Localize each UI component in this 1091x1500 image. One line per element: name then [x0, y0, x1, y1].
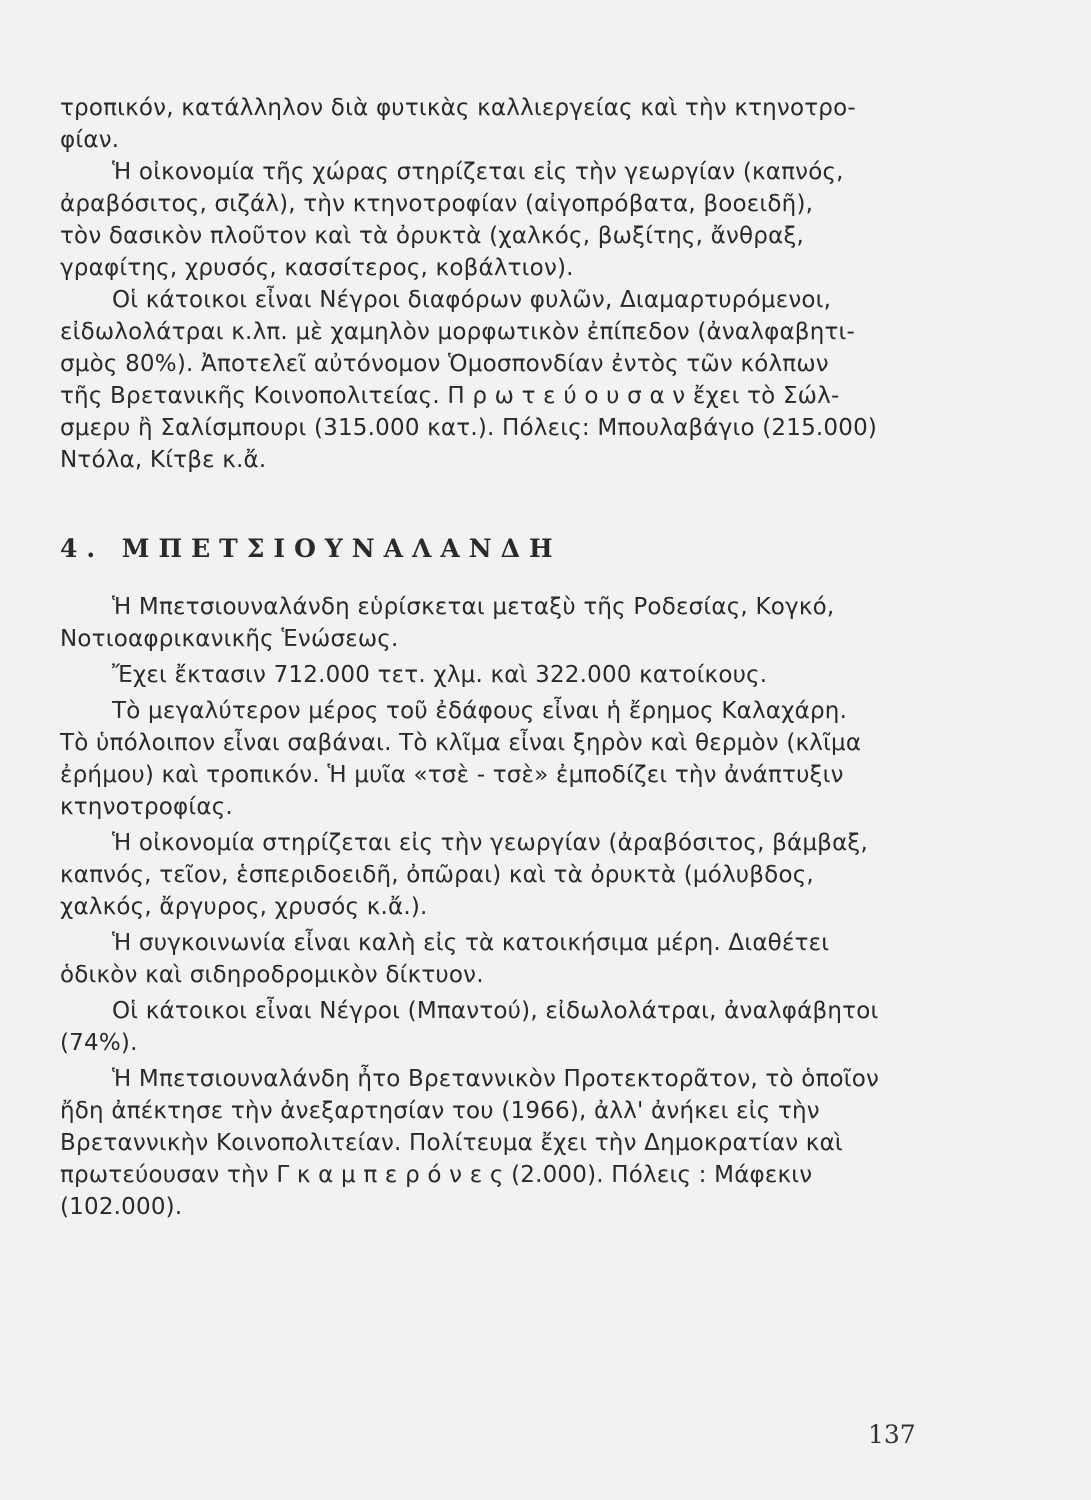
text-line: Ἡ Μπετσιουναλάνδη εὑρίσκεται μεταξὺ τῆς Ροδεσίας, Κογκό, [112, 594, 835, 620]
text-line: Νοτιοαφρικανικῆς Ἑνώσεως. [60, 626, 399, 652]
paragraph [60, 156, 925, 284]
text-line: πρωτεύουσαν τὴν Γ κ α μ π ε ρ ό ν ε ς (2.000). Πόλεις : Μάφεκιν [60, 1162, 813, 1188]
text-line: σμὸς 80%). Ἀποτελεῖ αὐτόνομον Ὁμοσπονδίαν ἐντὸς τῶν κόλπων [60, 351, 829, 377]
paragraph [60, 827, 925, 923]
text-line: Οἱ κάτοικοι εἶναι Νέγροι (Μπαντού), εἰδωλολάτραι, ἀναλφάβητοι [112, 998, 879, 1024]
text-line: χαλκός, ἄργυρος, χρυσός κ.ἄ.). [60, 894, 428, 920]
paragraph [60, 284, 925, 476]
text-line: Βρεταννικὴν Κοινοπολιτείαν. Πολίτευμα ἔχει τὴν Δημοκρατίαν καὶ [60, 1130, 843, 1156]
page-number: 137 [868, 1420, 916, 1449]
text-line: (74%). [60, 1030, 138, 1056]
text-line: ἤδη ἀπέκτησε τὴν ἀνεξαρτησίαν του (1966), ἀλλ' ἀνήκει εἰς τὴν [60, 1098, 820, 1124]
text-line: Τὸ ὑπόλοιπον εἶναι σαβάναι. Τὸ κλῖμα εἶναι ξηρὸν καὶ θερμὸν (κλῖμα [60, 730, 862, 756]
text-line: Ἡ Μπετσιουναλάνδη ἦτο Βρεταννικὸν Προτεκτορᾶτον, τὸ ὁποῖον [112, 1066, 880, 1092]
text-line: ὁδικὸν καὶ σιδηροδρομικὸν δίκτυον. [60, 962, 484, 988]
text-line: εἰδωλολάτραι κ.λπ. μὲ χαμηλὸν μορφωτικὸν ἐπίπεδον (ἀναλφαβητι- [60, 319, 855, 345]
section-heading: 4. ΜΠΕΤΣΙΟΥΝΑΛΑΝΔΗ [60, 534, 562, 563]
text-line: Ἡ οἰκονομία στηρίζεται εἰς τὴν γεωργίαν (ἀραβόσιτος, βάμβαξ, [112, 830, 868, 856]
paragraph [60, 927, 925, 991]
text-line: κτηνοτροφίας. [60, 794, 233, 820]
text-line: γραφίτης, χρυσός, κασσίτερος, κοβάλτιον). [60, 255, 574, 281]
text-line: Ἡ συγκοινωνία εἶναι καλὴ εἰς τὰ κατοικήσιμα μέρη. Διαθέτει [112, 930, 830, 956]
text-line: (102.000). [60, 1194, 183, 1220]
paragraph [60, 659, 925, 691]
text-line: τὸν δασικὸν πλοῦτον καὶ τὰ ὀρυκτὰ (χαλκός, βωξίτης, ἄνθραξ, [60, 223, 805, 249]
paragraph [60, 1063, 925, 1223]
text-line: Τὸ μεγαλύτερον μέρος τοῦ ἐδάφους εἶναι ἡ ἔρημος Καλαχάρη. [112, 698, 848, 724]
text-line: ἐρήμου) καὶ τροπικόν. Ἡ μυῖα «τσὲ - τσὲ» ἐμποδίζει τὴν ἀνάπτυξιν [60, 762, 844, 788]
text-line: καπνός, τεῖον, ἑσπεριδοειδῆ, ὀπῶραι) καὶ τὰ ὀρυκτὰ (μόλυβδος, [60, 862, 814, 888]
paragraph [60, 995, 925, 1059]
text-line: Οἱ κάτοικοι εἶναι Νέγροι διαφόρων φυλῶν, Διαμαρτυρόμενοι, [112, 287, 832, 313]
text-line: τροπικόν, κατάλληλον διὰ φυτικὰς καλλιεργείας καὶ τὴν κτηνοτρο- [60, 95, 856, 121]
text-line: Ἡ οἰκονομία τῆς χώρας στηρίζεται εἰς τὴν γεωργίαν (καπνός, [112, 159, 844, 185]
text-line: τῆς Βρετανικῆς Κοινοπολιτείας. Π ρ ω τ ε ύ ο υ σ α ν ἔχει τὸ Σώλ- [60, 383, 840, 409]
paragraph [60, 695, 925, 823]
paragraph [60, 92, 925, 156]
text-line: σμερυ ἢ Σαλίσμπουρι (315.000 κατ.). Πόλεις: Μπουλαβάγιο (215.000) [60, 415, 878, 441]
text-line: Ντόλα, Κίτβε κ.ἄ. [60, 447, 267, 473]
text-line: φίαν. [60, 127, 120, 153]
paragraph [60, 591, 925, 655]
text-line: Ἔχει ἔκτασιν 712.000 τετ. χλμ. καὶ 322.000 κατοίκους. [112, 662, 768, 688]
page-body [60, 92, 925, 1223]
text-line: ἀραβόσιτος, σιζάλ), τὴν κτηνοτροφίαν (αἰγοπρόβατα, βοοειδῆ), [60, 191, 814, 217]
